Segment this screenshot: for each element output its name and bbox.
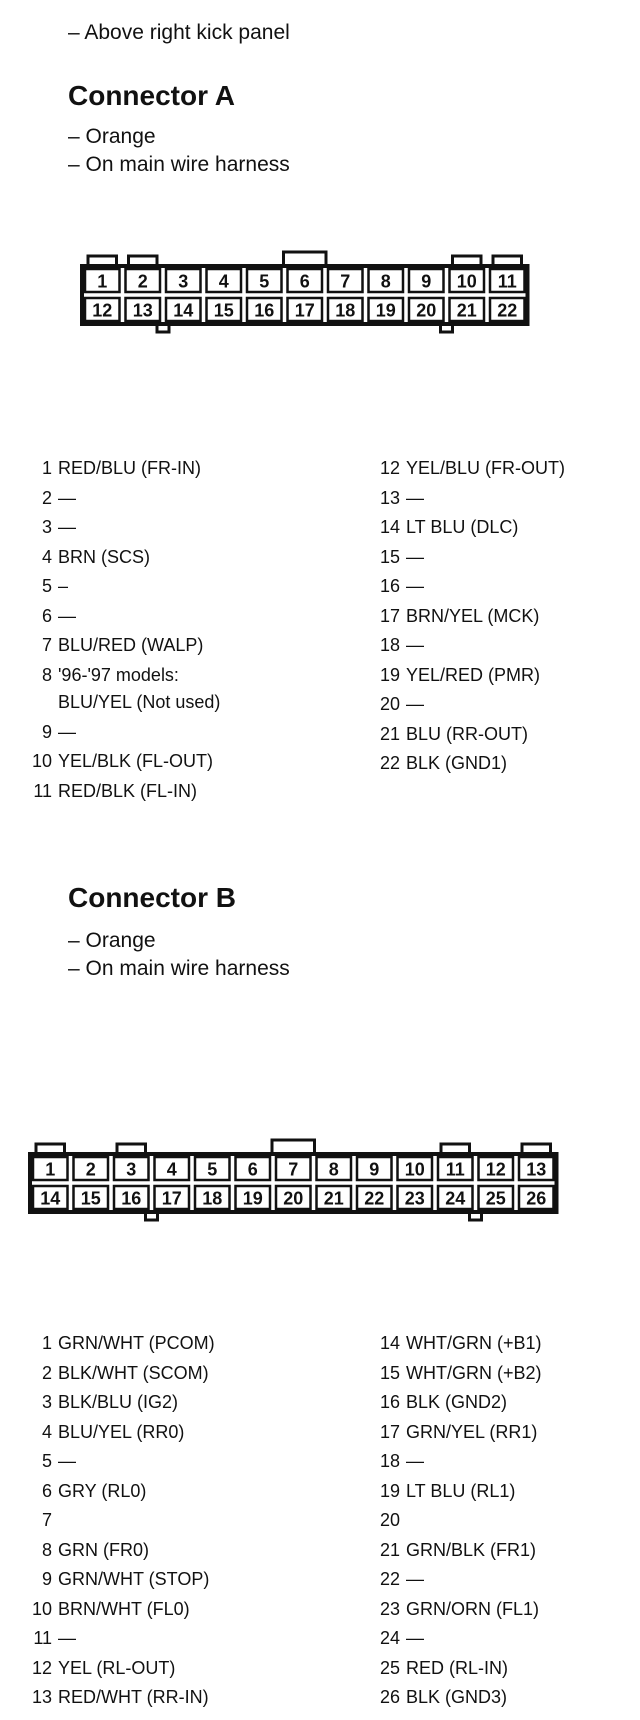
pin-number: 13: [379, 487, 400, 508]
connector-a-pin-row: [24, 688, 220, 718]
pin-description: BRN (SCS): [58, 546, 151, 567]
pin-description: —: [406, 1628, 424, 1648]
pin-number: 18: [379, 635, 400, 655]
pin-label: 24: [445, 1188, 466, 1209]
pin-number: 25: [379, 1657, 400, 1678]
pin-label: 16: [121, 1188, 142, 1209]
pin-number: 19: [379, 664, 400, 685]
pin-description: BLK (GND3): [406, 1687, 508, 1707]
pin-number: 6: [41, 605, 52, 626]
pin-description: GRN/BLK (FR1): [406, 1539, 537, 1560]
connector-a-pin-list-right: [372, 454, 565, 779]
pin-number: 13: [31, 1687, 52, 1707]
connector-a-pin-row: [372, 513, 565, 543]
pin-description: —: [406, 576, 424, 596]
pin-number: 23: [379, 1598, 400, 1619]
pin-number: 16: [379, 1392, 400, 1412]
connector-b-pin-row: [372, 1359, 542, 1389]
connector-a-note-location: – On main wire harness: [68, 153, 290, 176]
pin-number: 14: [379, 1333, 400, 1353]
pin-label: 5: [259, 271, 270, 292]
pin-number: 21: [379, 723, 400, 744]
pin-label: 12: [485, 1159, 506, 1180]
connector-b-pin-row: [24, 1536, 215, 1566]
pin-description: WHT/GRN (+B2): [406, 1362, 542, 1383]
connector-b-pin-row: [372, 1565, 542, 1595]
pin-number: 24: [379, 1628, 400, 1648]
pin-description: BLK/WHT (SCOM): [58, 1362, 209, 1383]
connector-a-pin-row: [372, 602, 565, 632]
pin-label: 8: [328, 1159, 339, 1180]
pin-label: 6: [247, 1159, 258, 1180]
pin-number: 3: [41, 517, 52, 537]
pin-description: BLK (GND1): [406, 753, 508, 773]
pin-label: 23: [404, 1188, 425, 1209]
pin-label: 11: [497, 271, 517, 292]
pin-number: 10: [31, 1598, 52, 1619]
connector-b-pin-row: [24, 1329, 215, 1359]
connector-a-title: Connector A: [68, 80, 235, 111]
pin-number: 22: [379, 1569, 400, 1589]
pin-description: —: [406, 487, 424, 508]
pin-number: 20: [379, 694, 400, 714]
pin-number: 6: [41, 1480, 52, 1501]
pin-number: 21: [379, 1539, 400, 1560]
pin-label: 19: [375, 300, 396, 321]
pin-description: —: [406, 546, 424, 567]
connector-a-note-color: – Orange: [68, 125, 156, 148]
pin-number: 12: [379, 458, 400, 478]
connector-a-pin-row: [24, 747, 220, 777]
pin-label: 21: [456, 300, 477, 321]
pin-number: 10: [31, 751, 52, 771]
connector-b-pin-row: [372, 1418, 542, 1448]
pin-description: BLU/RED (WALP): [58, 635, 204, 655]
pin-label: 18: [202, 1188, 223, 1209]
pin-description: —: [406, 1569, 424, 1589]
pin-number: 8: [41, 664, 52, 685]
pin-description: —: [58, 1451, 76, 1471]
pin-description: –: [58, 576, 69, 596]
pin-description: —: [58, 517, 76, 537]
connector-b-pin-row: [372, 1683, 542, 1713]
connector-b-pin-row: [372, 1388, 542, 1418]
pin-number: 9: [41, 1569, 52, 1589]
pin-description: BLU/YEL (Not used): [58, 692, 221, 712]
connector-a-pin-row: [24, 661, 220, 691]
pin-label: 5: [207, 1159, 218, 1180]
pin-label: 22: [497, 300, 518, 321]
pin-description: —: [58, 487, 76, 508]
pin-label: 2: [85, 1159, 96, 1180]
pin-description: YEL/BLU (FR-OUT): [406, 458, 566, 478]
connector-a-pin-row: [24, 572, 220, 602]
connector-a-pin-list-left: [24, 454, 220, 806]
pin-label: 7: [288, 1159, 299, 1180]
pin-description: GRN (FR0): [58, 1539, 149, 1560]
pin-number: 19: [379, 1480, 400, 1501]
connector-a-pin-row: [372, 749, 565, 779]
connector-a-pin-row: [24, 631, 220, 661]
connector-b-pin-row: [24, 1388, 215, 1418]
connector-b-pin-row: [372, 1506, 542, 1536]
pin-label: 8: [380, 271, 391, 292]
pin-description: '96-'97 models:: [58, 664, 179, 685]
pin-number: 15: [379, 546, 400, 567]
pin-number: 4: [41, 1421, 52, 1442]
pin-label: 9: [421, 271, 432, 292]
pin-label: 10: [404, 1159, 425, 1180]
connector-b-pin-row: [372, 1329, 542, 1359]
connector-b-pin-row: [24, 1447, 215, 1477]
pin-label: 13: [132, 300, 153, 321]
pin-label: 1: [45, 1159, 56, 1180]
connector-b-pin-row: [24, 1683, 215, 1713]
connector-b-pin-row: [24, 1654, 215, 1684]
connector-a-pin-row: [372, 720, 565, 750]
connector-a-pin-row: [24, 454, 220, 484]
pin-description: BRN/YEL (MCK): [406, 605, 540, 626]
pin-description: YEL/BLK (FL-OUT): [58, 751, 214, 771]
pin-description: —: [58, 605, 76, 626]
connector-b-pin-row: [372, 1447, 542, 1477]
pin-number: 26: [379, 1687, 400, 1707]
connector-a-pin-row: [24, 543, 220, 573]
pin-number: 11: [33, 780, 52, 801]
connector-b-pin-list-left: [24, 1329, 215, 1713]
pin-description: RED/BLU (FR-IN): [58, 458, 201, 478]
pin-description: —: [58, 721, 76, 742]
connector-a-pin-row: [372, 631, 565, 661]
pin-description: BLK/BLU (IG2): [58, 1392, 179, 1412]
pin-description: RED/WHT (RR-IN): [58, 1687, 209, 1707]
pin-description: —: [58, 1628, 76, 1648]
pin-number: 1: [41, 1333, 52, 1353]
connector-a-pin-row: [24, 777, 220, 807]
pin-label: 14: [173, 300, 194, 321]
pin-number: 9: [41, 721, 52, 742]
pin-description: GRN/ORN (FL1): [406, 1598, 540, 1619]
pin-number: 7: [41, 1510, 52, 1530]
pin-label: 3: [178, 271, 189, 292]
connector-b-pin-list-right: [372, 1329, 542, 1713]
connector-a-pin-row: [24, 718, 220, 748]
pin-description: GRY (RL0): [58, 1480, 147, 1501]
pin-label: 17: [161, 1188, 182, 1209]
pin-label: 13: [526, 1159, 547, 1180]
pin-number: 22: [379, 753, 400, 773]
pin-description: BRN/WHT (FL0): [58, 1598, 190, 1619]
pin-label: 2: [137, 271, 148, 292]
connector-b-pin-row: [24, 1624, 215, 1654]
pin-label: 22: [364, 1188, 385, 1209]
pin-label: 6: [299, 271, 310, 292]
pin-description: BLK (GND2): [406, 1392, 508, 1412]
pin-number: 12: [31, 1657, 52, 1678]
pin-label: 15: [80, 1188, 101, 1209]
pin-number: 1: [41, 458, 52, 478]
connector-b-note-color: – Orange: [68, 929, 156, 952]
pin-description: LT BLU (RL1): [406, 1480, 516, 1501]
connector-a-pin-row: [372, 690, 565, 720]
connector-b-pin-row: [24, 1506, 215, 1536]
pin-description: RED/BLK (FL-IN): [58, 780, 198, 801]
pin-number: 2: [41, 1362, 52, 1383]
pin-number: 5: [41, 1451, 52, 1471]
connector-b-title: Connector B: [68, 882, 236, 913]
connector-b-pin-row: [372, 1536, 542, 1566]
pin-description: —: [406, 1451, 424, 1471]
pin-label: 21: [323, 1188, 344, 1209]
pin-description: WHT/GRN (+B1): [406, 1333, 542, 1353]
pin-number: 3: [41, 1392, 52, 1412]
pin-description: —: [406, 694, 424, 714]
pin-description: YEL/RED (PMR): [406, 664, 541, 685]
connector-a-pin-row: [372, 661, 565, 691]
pin-description: —: [406, 635, 424, 655]
pin-number: 5: [41, 576, 52, 596]
pin-number: 15: [379, 1362, 400, 1383]
pin-label: 9: [369, 1159, 380, 1180]
pin-label: 11: [445, 1159, 465, 1180]
connector-b-pin-row: [24, 1418, 215, 1448]
pin-number: 4: [41, 546, 52, 567]
pin-number: 7: [41, 635, 52, 655]
pin-description: YEL (RL-OUT): [58, 1657, 176, 1678]
pin-description: GRN/WHT (STOP): [58, 1569, 210, 1589]
pin-label: 4: [166, 1159, 177, 1180]
pin-label: 25: [485, 1188, 506, 1209]
pin-description: RED (RL-IN): [406, 1657, 508, 1678]
pin-label: 15: [213, 300, 234, 321]
pin-number: 20: [379, 1510, 400, 1530]
pin-label: 20: [416, 300, 437, 321]
pin-label: 4: [218, 271, 229, 292]
pin-label: 10: [456, 271, 477, 292]
connector-a-pin-row: [24, 513, 220, 543]
pin-label: 1: [97, 271, 108, 292]
pin-description: BLU (RR-OUT): [406, 723, 528, 744]
pin-number: 17: [379, 605, 400, 626]
connector-b-pin-row: [24, 1477, 215, 1507]
pin-label: 14: [40, 1188, 61, 1209]
pin-description: GRN/YEL (RR1): [406, 1421, 538, 1442]
pin-description: GRN/WHT (PCOM): [58, 1333, 215, 1353]
connector-b-diagram: [20, 1138, 610, 1248]
connector-a-pin-row: [372, 572, 565, 602]
pin-label: 19: [242, 1188, 263, 1209]
connector-a-pin-row: [372, 484, 565, 514]
pin-number: 8: [41, 1539, 52, 1560]
pin-number: 2: [41, 487, 52, 508]
connector-b-pin-row: [372, 1654, 542, 1684]
pin-number: 16: [379, 576, 400, 596]
connector-b-note-location: – On main wire harness: [68, 957, 290, 980]
pin-label: 16: [254, 300, 275, 321]
pin-label: 18: [335, 300, 356, 321]
connector-a-pin-row: [372, 454, 565, 484]
pin-description: BLU/YEL (RR0): [58, 1421, 185, 1442]
pin-description: LT BLU (DLC): [406, 517, 519, 537]
connector-b-pin-row: [372, 1595, 542, 1625]
connector-a-diagram: [70, 250, 560, 360]
connector-a-pin-row: [24, 602, 220, 632]
pin-label: 20: [283, 1188, 304, 1209]
connector-a-pin-row: [372, 543, 565, 573]
connector-b-pin-row: [372, 1624, 542, 1654]
pin-label: 3: [126, 1159, 137, 1180]
location-note: – Above right kick panel: [68, 21, 290, 44]
connector-b-pin-row: [24, 1359, 215, 1389]
connector-b-pin-row: [24, 1565, 215, 1595]
pin-label: 12: [92, 300, 113, 321]
pin-number: 18: [379, 1451, 400, 1471]
connector-b-pin-row: [372, 1477, 542, 1507]
pin-label: 17: [294, 300, 315, 321]
connector-a-pin-row: [24, 484, 220, 514]
pin-number: 14: [379, 517, 400, 537]
connector-b-pin-row: [24, 1595, 215, 1625]
pin-label: 26: [526, 1188, 547, 1209]
pin-number: 11: [33, 1628, 52, 1648]
pin-number: 17: [379, 1421, 400, 1442]
pin-label: 7: [340, 271, 351, 292]
